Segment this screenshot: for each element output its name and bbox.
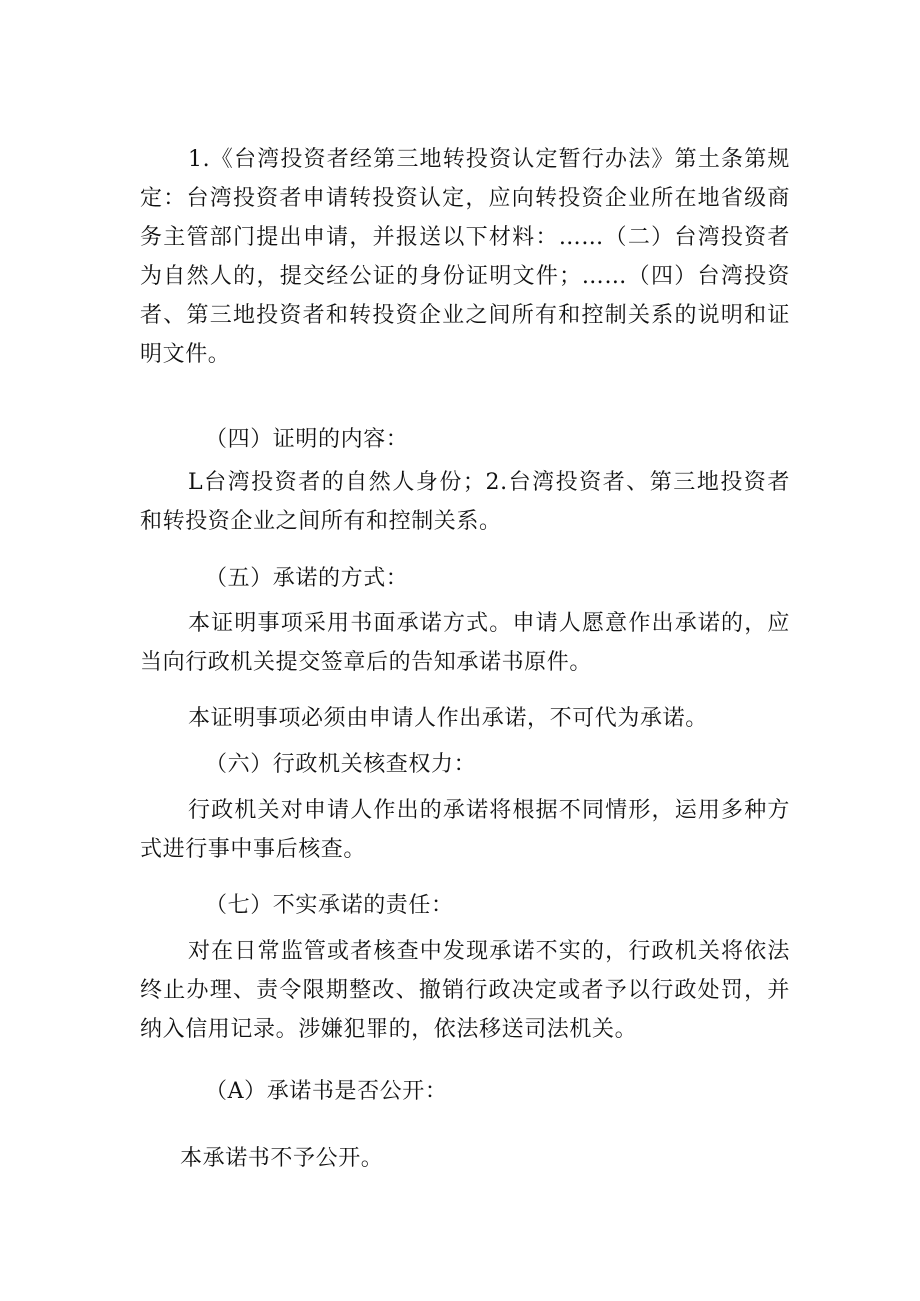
heading-verification-power: （六）行政机关核查权力： <box>205 752 477 777</box>
heading-disclosure: （A）承诺书是否公开： <box>205 1079 448 1104</box>
paragraph-commitment-required: 本证明事项必须由申请人作出承诺，不可代为承诺。 <box>188 706 708 731</box>
paragraph-legal-basis: 1.《台湾投资者经第三地转投资认定暂行办法》第土条第规定：台湾投资者申请转投资认定，应向转投资企业所在地省级商务主管部门提出申请，并报送以下材料：……（二）台湾投资者为自然人的，提交经公证的身份证明文件；……（四）台湾投资者、第三地投资者和转投资企业之间所有和控制关系的说明和证明文件。 <box>140 147 790 367</box>
paragraph-verification-power: 行政机关对申请人作出的承诺将根据不同情形，运用多种方式进行事中事后核查。 <box>140 798 790 862</box>
heading-commitment-method: （五）承诺的方式： <box>205 566 409 591</box>
paragraph-proof-content: L台湾投资者的自然人身份；2.台湾投资者、第三地投资者和转投资企业之间所有和控制关系。 <box>140 470 790 534</box>
paragraph-commitment-method: 本证明事项采用书面承诺方式。申请人愿意作出承诺的，应当向行政机关提交签章后的告知承诺书原件。 <box>140 611 790 675</box>
heading-false-commitment-liability: （七）不实承诺的责任： <box>205 893 454 918</box>
paragraph-false-commitment-liability: 对在日常监管或者核查中发现承诺不实的，行政机关将依法终止办理、责令限期整改、撤销行政决定或者予以行政处罚，并纳入信用记录。涉嫌犯罪的，依法移送司法机关。 <box>140 939 790 1042</box>
paragraph-disclosure: 本承诺书不予公开。 <box>180 1146 384 1171</box>
heading-proof-content: （四）证明的内容： <box>205 427 409 452</box>
